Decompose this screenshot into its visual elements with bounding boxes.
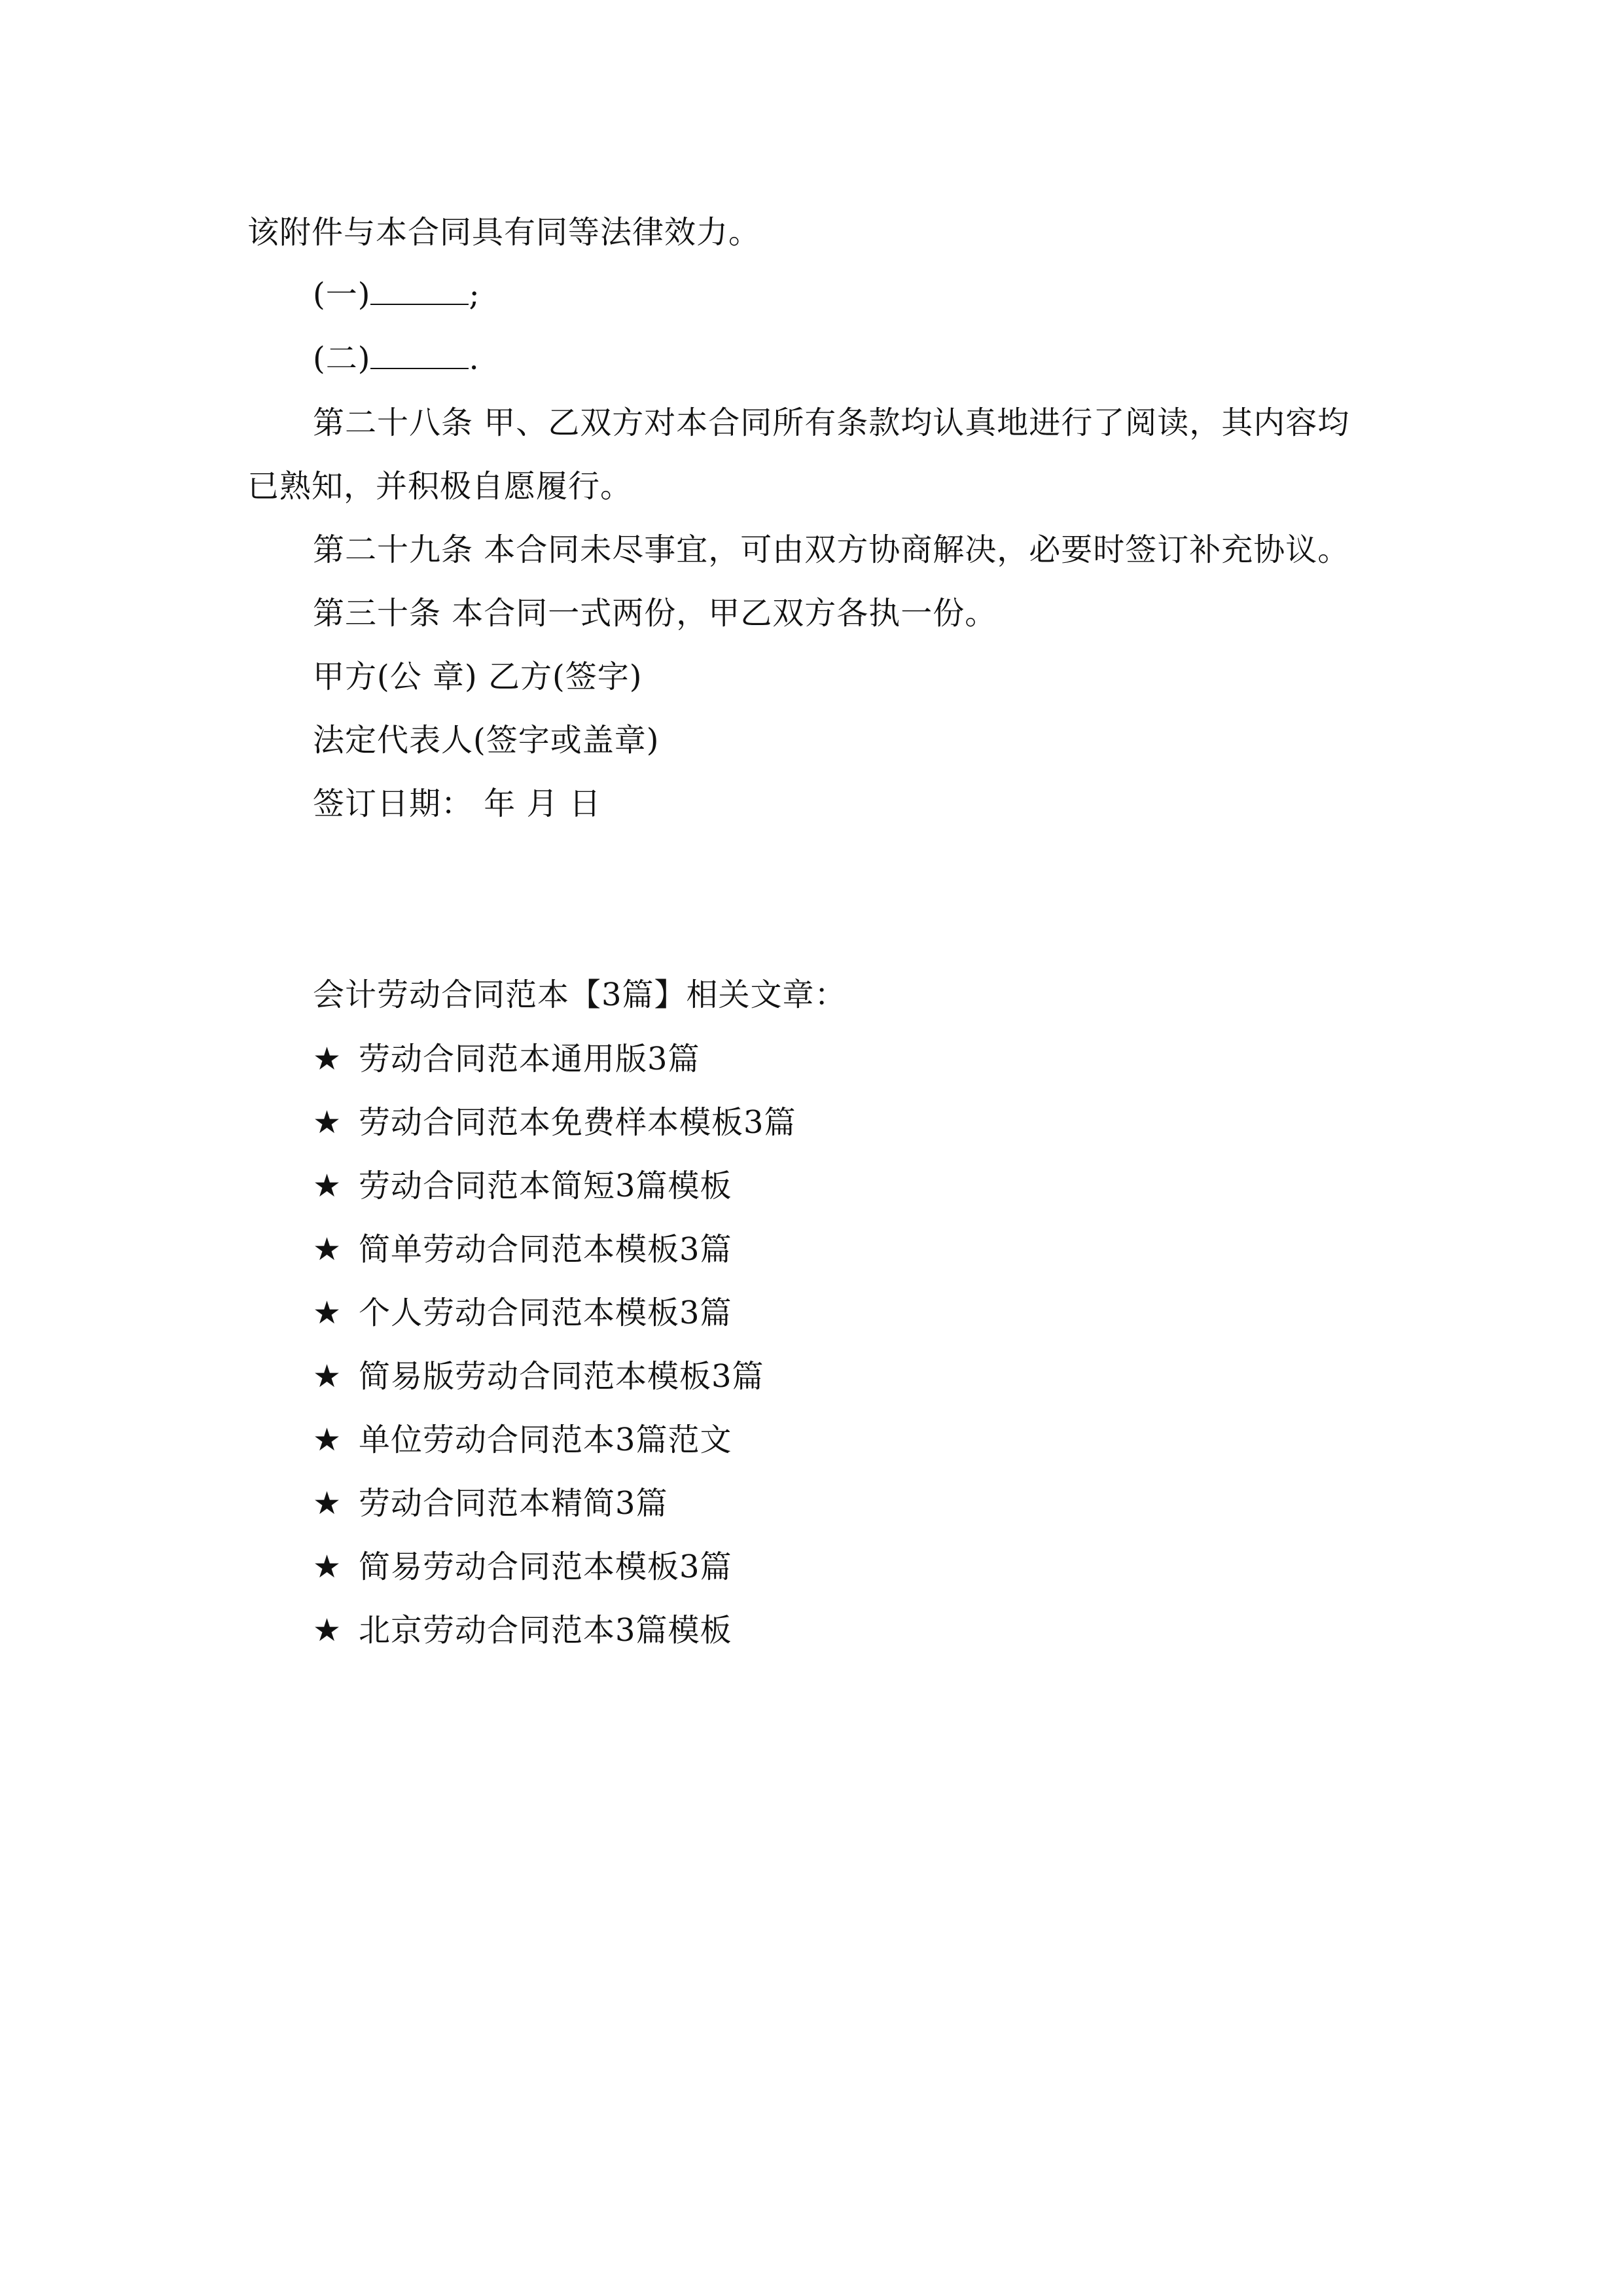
star-icon: ★ [313,1422,342,1458]
star-icon: ★ [313,1549,342,1585]
star-icon: ★ [313,1168,342,1204]
related-articles-heading: 会计劳动合同范本【3篇】相关文章： [313,977,847,1013]
attachment-item-1-label: (一) [313,276,371,313]
star-icon: ★ [313,1104,342,1141]
related-article-title: 简易劳动合同范本模板3篇 [359,1549,732,1585]
related-article-title: 简易版劳动合同范本模板3篇 [359,1358,764,1395]
star-icon: ★ [313,1231,342,1268]
related-article-link[interactable] [313,1230,732,1269]
article-30: 第三十条 本合同一式两份，甲乙双方各执一份。 [313,595,997,632]
article-28-line-1: 第二十八条 甲、乙双方对本合同所有条款均认真地进行了阅读，其内容均 [313,404,1350,441]
related-article-title: 劳动合同范本通用版3篇 [359,1041,700,1077]
related-article-title: 北京劳动合同范本3篇模板 [359,1612,732,1649]
related-article-title: 单位劳动合同范本3篇范文 [359,1422,732,1458]
related-article-title: 简单劳动合同范本模板3篇 [359,1231,732,1268]
related-article-link[interactable] [313,1166,732,1206]
related-article-link[interactable] [313,1420,732,1460]
related-article-title: 劳动合同范本免费样本模板3篇 [359,1104,796,1141]
contract-line-1: 该附件与本合同具有同等法律效力。 [247,214,761,251]
star-icon: ★ [313,1041,342,1077]
related-article-link[interactable] [313,1611,732,1650]
attachment-item-2-end: . [469,340,480,377]
attachment-item-1-blank [370,275,469,305]
legal-representative: 法定代表人(签字或盖章) [313,722,660,759]
related-article-link[interactable] [313,1103,796,1142]
related-article-title: 劳动合同范本简短3篇模板 [359,1168,732,1204]
article-29: 第二十九条 本合同未尽事宜，可由双方协商解决，必要时签订补充协议。 [313,531,1350,568]
related-article-title: 劳动合同范本精简3篇 [359,1485,668,1522]
related-article-title: 个人劳动合同范本模板3篇 [359,1295,732,1331]
related-article-link[interactable] [313,1357,764,1396]
related-article-link[interactable] [313,1039,700,1079]
related-article-link[interactable] [313,1547,732,1587]
related-article-link[interactable] [313,1293,732,1333]
star-icon: ★ [313,1295,342,1331]
signature-parties: 甲方(公 章) 乙方(签字) [313,658,643,695]
attachment-item-2-blank [370,339,469,369]
star-icon: ★ [313,1358,342,1395]
article-28-line-2: 已熟知，并积极自愿履行。 [247,468,633,505]
related-article-link[interactable] [313,1484,668,1523]
attachment-item-1-end: ; [469,276,480,313]
attachment-item-1 [313,275,480,314]
signing-date: 签订日期： 年 月 日 [313,785,601,822]
attachment-item-2-label: (二) [313,340,371,377]
star-icon: ★ [313,1612,342,1649]
star-icon: ★ [313,1485,342,1522]
attachment-item-2 [313,339,480,378]
